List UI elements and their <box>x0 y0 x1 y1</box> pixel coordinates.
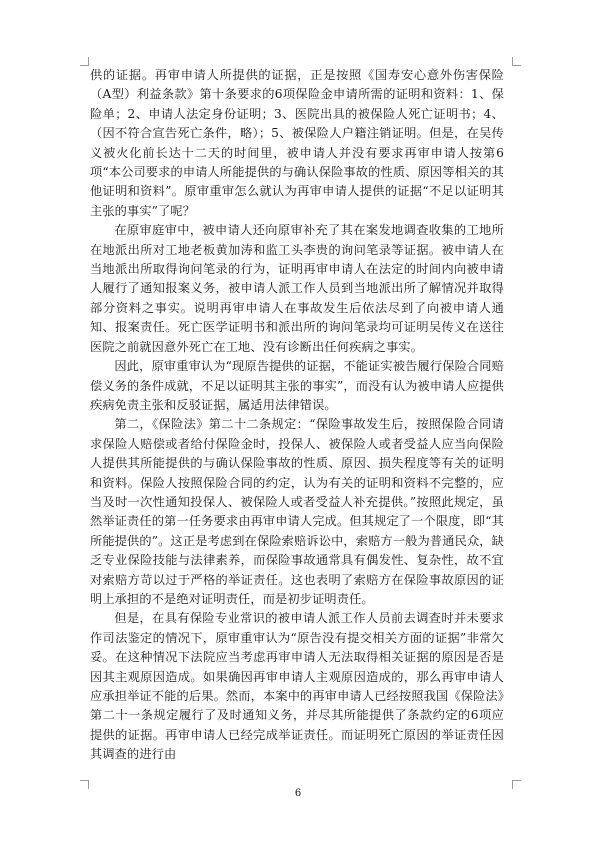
page-number: 6 <box>294 788 302 799</box>
paragraph: 供的证据。再审申请人所提供的证据，正是按照《国寿安心意外伤害保险（A型）利益条款》第十条要求的6项保险金申请所需的证明和资料：1、保险单；2、申请人法定身份证明；3、医院出具的被保险人死亡证明书；4、（因不符合宣告死亡条件，略）；5、被保险人户籍注销证明。但是，在吴传义被火化前长达十二天的时间里，被申请人并没有要求再审申请人按第6项“本公司要求的申请人所能提供的与确认保险事故的性质、原因等相关的其他证明和资料”。原审重审怎么就认为再审申请人提供的证据“不足以证明其主张的事实”了呢？ <box>90 68 504 218</box>
paragraph: 在原审庭审中，被申请人还向原审补充了其在案发地调查收集的工地所在地派出所对工地老板黄加涛和监工头李贵的询问笔录等证据。被申请人在当地派出所取得询问笔录的行为，证明再审申请人在法定的时间内向被申请人履行了通知报案义务，被申请人派工作人员到当地派出所了解情况并取得部分资料之事实。说明再审申请人在事故发生后依法尽到了向被申请人通知、报案责任。死亡医学证明书和派出所的询问笔录均可证明吴传义在送往医院之前就因意外死亡在工地、没有诊断出任何疾病之事实。 <box>90 223 504 354</box>
margin-mark-top-right <box>512 57 521 66</box>
body-text <box>90 66 504 765</box>
paragraph: 但是，在具有保险专业常识的被申请人派工作人员前去调查时并未要求作司法鉴定的情况下，原审重审认为“原告没有提交相关方面的证据”非常欠妥。在这种情况下法院应当考虑再审申请人无法取得相关证据的原因是否是因其主观原因造成。如果确因再审申请人主观原因造成的，那么再审申请人应承担举证不能的后果。然而，本案中的再审申请人已经按照我国《保险法》第二十一条规定履行了及时通知义务，并尽其所能提供了条款约定的6项应提供的证据。再审申请人已经完成举证责任。而证明死亡原因的举证责任因其调查的进行由 <box>90 611 504 762</box>
margin-mark-top-left <box>80 57 89 66</box>
paragraph: 第二，《保险法》第二十二条规定：“保险事故发生后，按照保险合同请求保险人赔偿或者给付保险金时，投保人、被保险人或者受益人应当向保险人提供其所能提供的与确认保险事故的性质、原因、损失程度等有关的证明和资料。保险人按照保险合同的约定，认为有关的证明和资料不完整的，应当及时一次性通知投保人、被保险人或者受益人补充提供。”按照此规定，虽然举证责任的第一任务要求由再审申请人完成。但其规定了一个限度，即“其所能提供的”。这正是考虑到在保险索赔诉讼中，索赔方一般为普通民众，缺乏专业保险技能与法律素养，而保险事故通常具有偶发性、复杂性，故不宜对索赔方苛以过于严格的举证责任。这也表明了索赔方在保险事故原因的证明上承担的不是绝对证明责任，而是初步证明责任。 <box>90 417 504 606</box>
paragraph: 因此，原审重审认为“现原告提供的证据，不能证实被告履行保险合同赔偿义务的条件成就，不足以证明其主张的事实”，而没有认为被申请人应提供疾病免责主张和反驳证据，属适用法律错误。 <box>90 359 504 412</box>
